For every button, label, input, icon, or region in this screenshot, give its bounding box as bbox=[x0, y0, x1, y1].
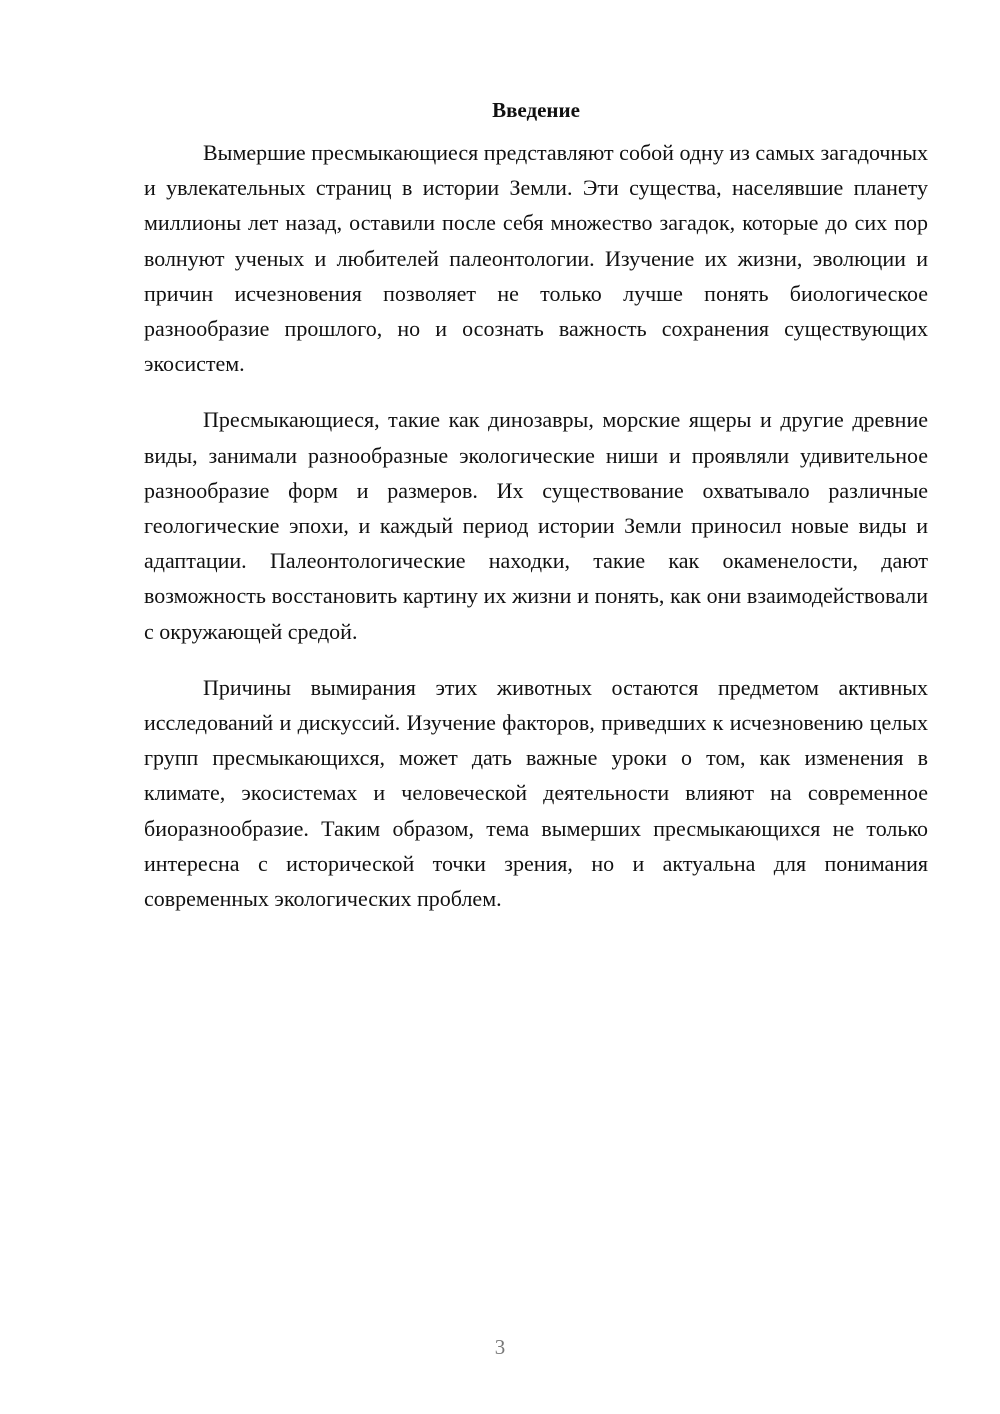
paragraph-2: Пресмыкающиеся, такие как динозавры, морские ящеры и другие древние виды, занимали разнообразные экологические ниши и проявляли удивительное разнообразие форм и размеров. Их существование охватывало различные геологические эпохи, и каждый период истории Земли приносил новые виды и адаптации. Палеонтологические находки, такие как окаменелости, дают возможность восстановить картину их жизни и понять, как они взаимодействовали с окружающей средой. bbox=[144, 407, 928, 644]
paragraph-1: Вымершие пресмыкающиеся представляют собой одну из самых загадочных и увлекательных страниц в истории Земли. Эти существа, населявшие планету миллионы лет назад, оставили после себя множество загадок, которые до сих пор волнуют ученых и любителей палеонтологии. Изучение их жизни, эволюции и причин исчезновения позволяет не только лучше понять биологическое разнообразие прошлого, но и осознать важность сохранения существующих экосистем. bbox=[144, 140, 928, 377]
page-content bbox=[144, 95, 928, 937]
page-number: 3 bbox=[494, 1335, 506, 1359]
paragraph-3: Причины вымирания этих животных остаются предметом активных исследований и дискуссий. Изучение факторов, приведших к исчезновению целых групп пресмыкающихся, может дать важные уроки о том, как изменения в климате, экосистемах и человеческой деятельности влияют на современное биоразнообразие. Таким образом, тема вымерших пресмыкающихся не только интересна с исторической точки зрения, но и актуальна для понимания современных экологических проблем. bbox=[144, 674, 928, 912]
section-title: Введение bbox=[492, 98, 580, 122]
